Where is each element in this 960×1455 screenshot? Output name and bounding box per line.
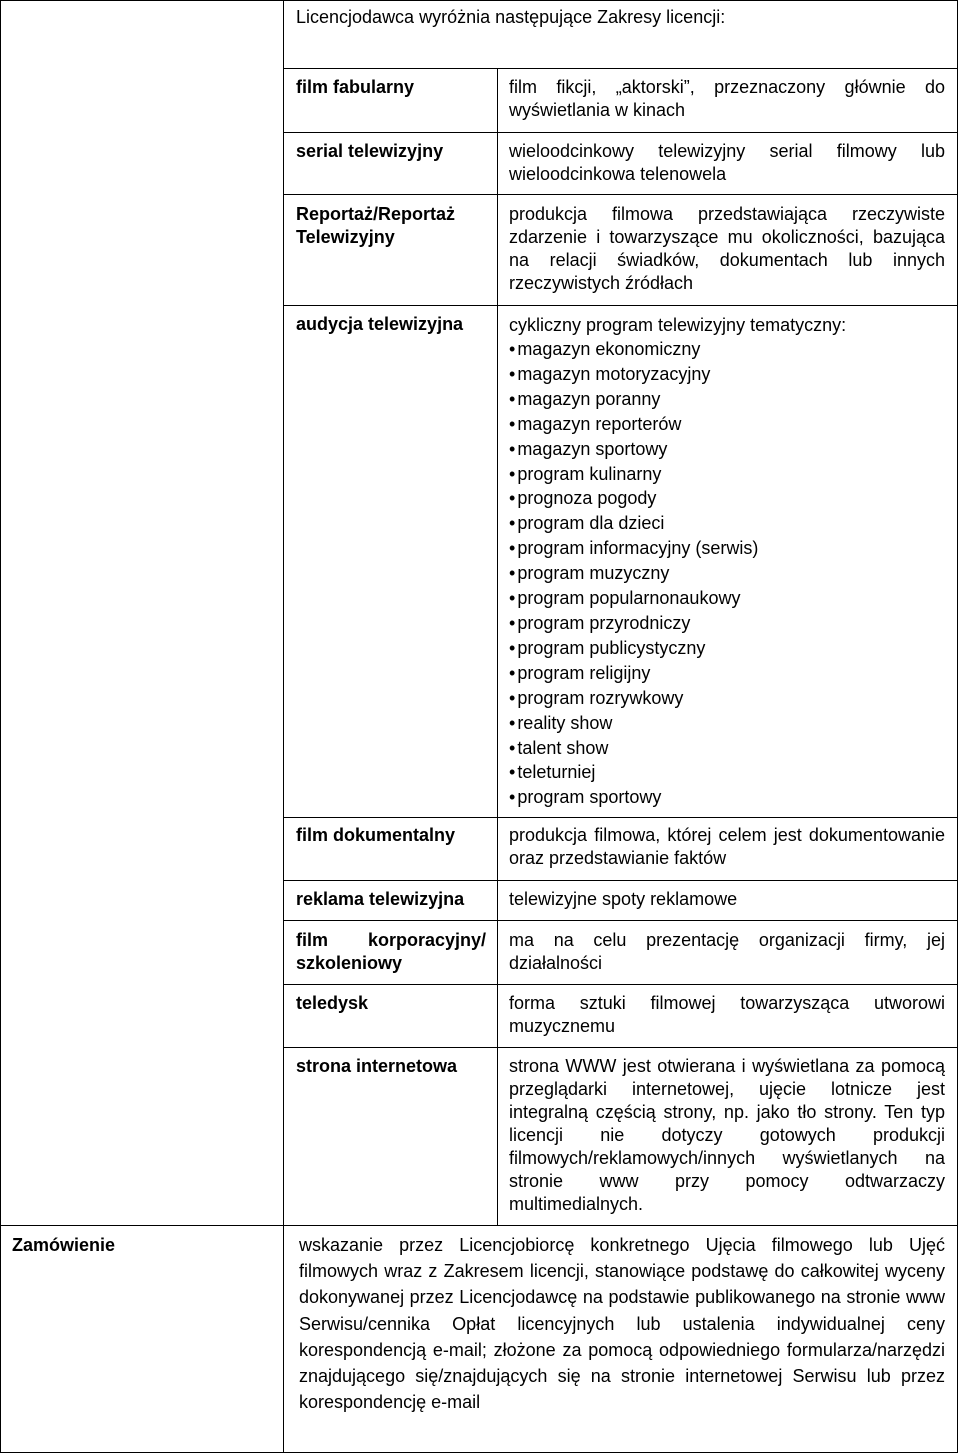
scope-description-film-fabularny: film fikcji, „aktorski”, przeznaczony głównie do wyświetlania w kinach <box>509 77 945 120</box>
order-label: Zamówienie <box>12 1235 116 1255</box>
column-divider-outer <box>283 0 284 1453</box>
program-type-item: • program kulinarny <box>509 462 945 487</box>
program-type-item: • program muzyczny <box>509 561 945 586</box>
table-border-left <box>0 0 1 1453</box>
program-type-item: • program informacyjny (serwis) <box>509 536 945 561</box>
scope-term-reportaz: Reportaż/Reportaż Telewizyjny <box>296 204 456 247</box>
program-type-item: • magazyn poranny <box>509 387 945 412</box>
row-divider <box>283 194 958 195</box>
row-divider <box>283 132 958 133</box>
program-type-item: • magazyn sportowy <box>509 437 945 462</box>
program-type-item: • prognoza pogody <box>509 486 945 511</box>
scope-description-teledysk: forma sztuki filmowej towarzysząca utworowi muzycznemu <box>509 993 945 1036</box>
program-type-item: • magazyn ekonomiczny <box>509 337 945 362</box>
program-type-item: • program rozrywkowy <box>509 686 945 711</box>
scope-term-reklama-telewizyjna: reklama telewizyjna <box>296 889 465 909</box>
scope-description-audycja-telewizyjna: cykliczny program telewizyjny tematyczny: <box>509 315 847 335</box>
row-divider <box>283 68 958 69</box>
intro-text: Licencjodawca wyróżnia następujące Zakresy licencji: <box>296 7 726 27</box>
program-type-item: • magazyn reporterów <box>509 412 945 437</box>
program-type-item: • program dla dzieci <box>509 511 945 536</box>
scope-term-film-dokumentalny: film dokumentalny <box>296 825 456 845</box>
order-text: wskazanie przez Licencjobiorcę konkretnego Ujęcia filmowego lub Ujęć filmowych wraz z Zakresem licencji, stanowiące podstawę do całkowitej wyceny dokonywanej przez Licencjodawcę na podstawie publikowanego na stronie www Serwisu/cennika Opłat licencyjnych lub ustalenia indywidualnej ceny korespondencją e-mail; złożone za pomocą odpowiedniego formularza/narzędzi znajdującego się/znajdujących się na stronie internetowej Serwisu lub przez korespondencję e-mail <box>299 1235 945 1413</box>
row-divider <box>283 984 958 985</box>
scope-description-serial-telewizyjny: wieloodcinkowy telewizyjny serial filmowy lub wieloodcinkowa telenowela <box>509 141 945 184</box>
program-type-item: • reality show <box>509 711 945 736</box>
scope-description-reportaz: produkcja filmowa przedstawiająca rzeczywiste zdarzenie i towarzyszące mu okoliczności, bazująca na relacji świadków, dokumentach lub innych rzeczywistych źródłach <box>509 204 945 293</box>
table-border-right <box>957 0 958 1453</box>
program-type-item: • teleturniej <box>509 760 945 785</box>
scope-term-film-korporacyjny: film korporacyjny/ szkoleniowy <box>296 930 486 973</box>
program-type-item: • program religijny <box>509 661 945 686</box>
scope-term-film-fabularny: film fabularny <box>296 77 415 97</box>
scope-term-teledysk: teledysk <box>296 993 369 1013</box>
scope-description-film-korporacyjny: ma na celu prezentację organizacji firmy, jej działalności <box>509 930 945 973</box>
program-type-item: • program popularnonaukowy <box>509 586 945 611</box>
program-type-item: • magazyn motoryzacyjny <box>509 362 945 387</box>
program-type-item: • talent show <box>509 736 945 761</box>
table-border-top <box>0 0 958 1</box>
row-divider <box>283 920 958 921</box>
scope-term-strona-internetowa: strona internetowa <box>296 1056 458 1076</box>
program-type-item: • program przyrodniczy <box>509 611 945 636</box>
scope-term-audycja-telewizyjna: audycja telewizyjna <box>296 314 464 334</box>
scope-description-film-dokumentalny: produkcja filmowa, której celem jest dokumentowanie oraz przedstawianie faktów <box>509 825 945 868</box>
program-type-list <box>509 337 945 810</box>
row-divider <box>283 880 958 881</box>
program-type-item: • program publicystyczny <box>509 636 945 661</box>
program-type-item: • program sportowy <box>509 785 945 810</box>
scope-cell-audycja-telewizyjna <box>509 313 945 810</box>
row-divider <box>283 305 958 306</box>
row-divider <box>0 1225 958 1226</box>
scope-description-reklama-telewizyjna: telewizyjne spoty reklamowe <box>509 889 738 909</box>
row-divider <box>283 817 958 818</box>
row-divider <box>283 1047 958 1048</box>
scope-term-serial-telewizyjny: serial telewizyjny <box>296 141 444 161</box>
table-border-bottom <box>0 1452 958 1453</box>
column-divider-inner <box>497 68 498 1226</box>
scope-description-strona-internetowa: strona WWW jest otwierana i wyświetlana za pomocą przeglądarki internetowej, ujęcie lotnicze jest integralną częścią strony, np. jako tło strony. Ten typ licencji nie dotyczy gotowych produkcji filmowych/reklamowych/innych wyświetlanych na stronie www przy pomocy odtwarzaczy multimedialnych. <box>509 1056 945 1214</box>
